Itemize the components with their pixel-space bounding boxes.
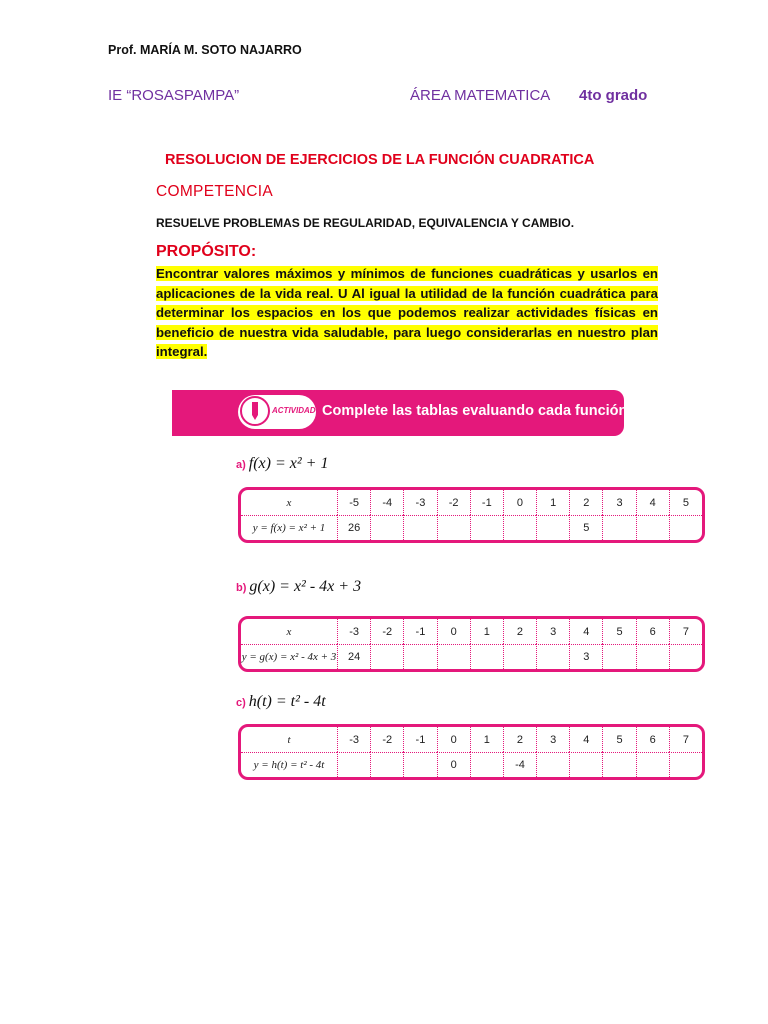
table-cell-output[interactable]: [636, 644, 669, 669]
table-cell-output[interactable]: [669, 752, 702, 777]
table-cell-input: 5: [602, 619, 635, 644]
document-title: RESOLUCION DE EJERCICIOS DE LA FUNCIÓN CUADRATICA: [165, 152, 595, 168]
table-cell-input: 4: [569, 619, 602, 644]
grade-level: 4to grado: [579, 87, 648, 104]
table-cell-output[interactable]: [370, 644, 403, 669]
table-cell-input: -3: [403, 490, 436, 515]
table-cell-input: 5: [602, 727, 635, 752]
competencia-label: COMPETENCIA: [156, 183, 273, 200]
table-cell-output[interactable]: [470, 515, 503, 540]
competencia-text: RESUELVE PROBLEMAS DE REGULARIDAD, EQUIVALENCIA Y CAMBIO.: [156, 216, 575, 230]
table-cell-input: -1: [403, 727, 436, 752]
proposito-text: Encontrar valores máximos y mínimos de funciones cuadráticas y usarlos en aplicaciones de la vida real. U Al igual la utilidad de la función cuadrática para determinar los espacios en los que podemos realizar actividades físicas en beneficio de nuestra vida saludable, para luego considerarlas en nuestro plan integral.: [156, 266, 658, 360]
function-expression: g(x) = x² - 4x + 3: [249, 578, 362, 595]
table-cell-input: 1: [470, 619, 503, 644]
table-cell-input: 7: [669, 727, 702, 752]
table-cell-output: 26: [337, 515, 370, 540]
table-cell-input: -2: [370, 619, 403, 644]
table-cell-output: 24: [337, 644, 370, 669]
table-cell-output[interactable]: [602, 644, 635, 669]
table-cell-input: 0: [437, 619, 470, 644]
table-cell-output[interactable]: [602, 515, 635, 540]
table-cell-output[interactable]: [370, 515, 403, 540]
table-cell-input: -3: [337, 619, 370, 644]
table-cell-input: 5: [669, 490, 702, 515]
row-header-output: y = h(t) = t² - 4t: [241, 752, 337, 777]
subject-area: ÁREA MATEMATICA: [410, 87, 551, 104]
function-expression: h(t) = t² - 4t: [248, 693, 326, 710]
table-cell-input: -3: [337, 727, 370, 752]
table-cell-output[interactable]: [403, 515, 436, 540]
row-header-input: t: [287, 733, 291, 746]
table-cell-input: -1: [403, 619, 436, 644]
table-cell-input: -2: [437, 490, 470, 515]
table-cell-output: -4: [503, 752, 536, 777]
activity-banner: [172, 390, 709, 436]
table-cell-output[interactable]: [669, 644, 702, 669]
table-cell-output[interactable]: [569, 752, 602, 777]
table-cell-output: 3: [569, 644, 602, 669]
author-name: Prof. MARÍA M. SOTO NAJARRO: [108, 43, 302, 57]
function-label: [236, 693, 326, 711]
table-cell-output[interactable]: [470, 752, 503, 777]
table-cell-input: 3: [536, 727, 569, 752]
row-header-output: y = g(x) = x² - 4x + 3: [241, 644, 337, 669]
row-header-output: y = f(x) = x² + 1: [241, 515, 337, 540]
function-letter: b): [236, 582, 247, 594]
row-header-input: x: [286, 625, 292, 638]
table-cell-output[interactable]: [636, 752, 669, 777]
table-cell-input: 3: [602, 490, 635, 515]
table-cell-output: 5: [569, 515, 602, 540]
table-cell-input: 4: [636, 490, 669, 515]
table-cell-input: 2: [503, 619, 536, 644]
table-cell-output[interactable]: [437, 644, 470, 669]
function-label: [236, 455, 328, 473]
table-cell-output[interactable]: [669, 515, 702, 540]
table-cell-output[interactable]: [636, 515, 669, 540]
table-cell-output[interactable]: [403, 752, 436, 777]
value-table: [238, 487, 705, 543]
table-cell-input: 4: [569, 727, 602, 752]
table-cell-output[interactable]: [337, 752, 370, 777]
activity-badge-label: ACTIVIDAD: [272, 406, 316, 415]
table-cell-output[interactable]: [470, 644, 503, 669]
table-cell-output[interactable]: [602, 752, 635, 777]
table-cell-input: -4: [370, 490, 403, 515]
table-cell-output[interactable]: [437, 515, 470, 540]
table-cell-input: 2: [503, 727, 536, 752]
pencil-icon: [240, 396, 270, 426]
table-cell-output: 0: [437, 752, 470, 777]
table-cell-input: 6: [636, 619, 669, 644]
table-cell-input: 0: [437, 727, 470, 752]
activity-instruction: Complete las tablas evaluando cada función cuadrática:: [322, 403, 709, 419]
table-cell-input: -5: [337, 490, 370, 515]
table-cell-input: 1: [470, 727, 503, 752]
table-cell-input: 1: [536, 490, 569, 515]
table-cell-output[interactable]: [503, 515, 536, 540]
table-cell-input: 0: [503, 490, 536, 515]
table-cell-output[interactable]: [503, 644, 536, 669]
table-cell-input: -2: [370, 727, 403, 752]
function-letter: a): [236, 459, 246, 471]
school-name: IE “ROSASPAMPA”: [108, 87, 240, 104]
row-header-input: x: [286, 496, 292, 509]
table-cell-input: 6: [636, 727, 669, 752]
table-cell-input: 2: [569, 490, 602, 515]
table-cell-input: 3: [536, 619, 569, 644]
table-cell-output[interactable]: [536, 752, 569, 777]
table-cell-output[interactable]: [370, 752, 403, 777]
table-cell-input: -1: [470, 490, 503, 515]
value-table: [238, 724, 705, 780]
table-cell-output[interactable]: [536, 515, 569, 540]
function-expression: f(x) = x² + 1: [248, 455, 329, 472]
value-table: [238, 616, 705, 672]
table-cell-output[interactable]: [403, 644, 436, 669]
table-cell-input: 7: [669, 619, 702, 644]
activity-badge: [238, 395, 316, 429]
function-label: [236, 578, 361, 596]
function-letter: c): [236, 697, 246, 709]
proposito-label: PROPÓSITO:: [156, 243, 257, 260]
table-cell-output[interactable]: [536, 644, 569, 669]
